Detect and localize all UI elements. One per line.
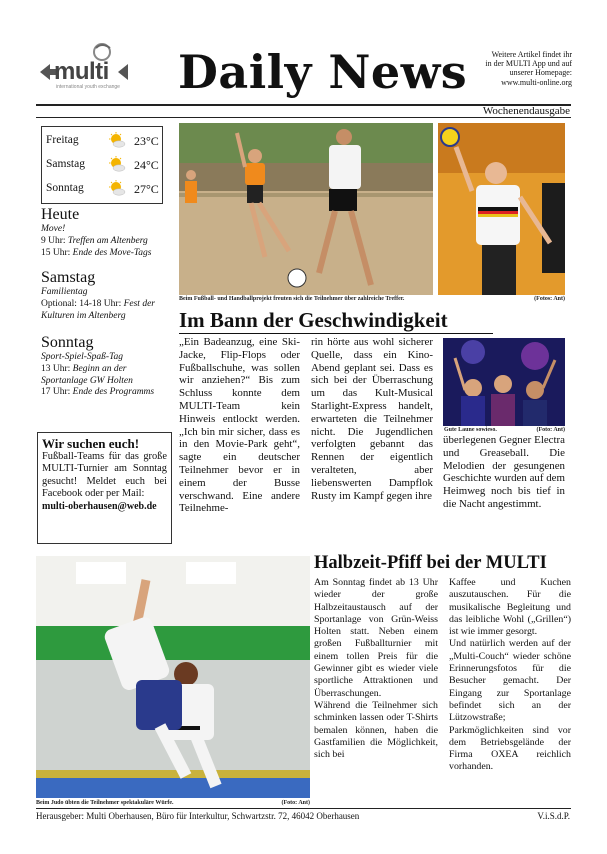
weather-box	[41, 126, 163, 204]
callout-body: Fußball-Teams für das große MULTI-Turnier am Sonntag gesucht! Meldet euch bei Facebook oder per Mail:	[42, 451, 167, 500]
article2-headline: Halbzeit-Pfiff bei der MULTI	[314, 553, 547, 573]
footer-rule	[36, 808, 571, 809]
teams-wanted-box	[37, 432, 172, 544]
callout-title: Wir suchen euch!	[42, 436, 140, 451]
photo2-credit: (Foto: Ant)	[536, 427, 565, 433]
photo3-credit: (Foto: Ant)	[281, 800, 310, 806]
schedule-day-title: Samstag	[41, 269, 96, 286]
edition-label: Wochenendausgabe	[482, 105, 570, 117]
schedule-day-title: Heute	[41, 206, 80, 223]
handball-photo-image	[438, 123, 565, 295]
schedule-sonntag: Sonntag Sport-Spiel-Spaß-Tag 13 Uhr: Beginn an der Sportanlage GW Holten 17 Uhr: Ende des Programms	[41, 333, 171, 399]
schedule-day-title: Sonntag	[41, 334, 94, 351]
weather-row: Freitag 23°C	[46, 134, 159, 148]
article1-col3: überlegenen Gegner Electra und Greaseball. Die Melodien der gesungenen Geschichte wurden auf dem Heimweg noch bis tief in die Nacht angestimmt.	[443, 434, 565, 510]
photo2-caption: Gute Laune sowieso.	[444, 427, 497, 433]
sun-cloud-icon	[108, 132, 126, 148]
logo-subtitle: international youth exchange	[56, 84, 120, 90]
sun-cloud-icon	[108, 156, 126, 172]
article1-col1: „Ein Badeanzug, eine Ski-Jacke, Flip-Flops oder Fußballschuhe, was sollen wir anziehen?“ Bis zum Schluss konnte dem MULTI-Team kein Hinweis entlockt werden. „Ich bin mir sicher, dass es in den Movie-Park geht“, sagte ein deutscher Teilnehmer bevor er in einem der Busse verschwand. Eine andere Teilnehme-	[179, 336, 300, 515]
visdp-label: V.i.S.d.P.	[537, 811, 570, 821]
photo1-caption: Beim Fußball- und Handballprojekt freuten sich die Teilnehmer über zahlreiche Treffer.	[179, 296, 405, 302]
edition-rule	[36, 117, 571, 118]
header-note: Weitere Artikel findet ihr in der MULTI App und auf unserer Homepage: www.multi-online.org	[448, 50, 572, 87]
photo1-credit: (Fotos: Ant)	[534, 296, 565, 302]
article1-headline: Im Bann der Geschwindigkeit	[179, 307, 493, 334]
article2-col2: Kaffee und Kuchen auszutauschen. Für die musikalische Begleitung und das leibliche Wohl („Grillen“) ist wie immer gesorgt. Und natürlich werden auf der „Multi-Couch“ wieder schöne Erinnerungsfotos für die Besucher gemacht. Der Eingang zur Sportanlage befindet sich an der Lützowstraße; Parkmöglichkeiten sind vor dem Betriebsgelände der Firma OXEA reichlich vorhanden.	[449, 577, 571, 773]
publisher-line: Herausgeber: Multi Oberhausen, Büro für Interkultur, Schwartzstr. 72, 46042 Oberhausen	[36, 811, 360, 821]
article2-col1: Am Sonntag findet ab 13 Uhr wieder der große Halbzeitaustausch auf der Sportanlage von Grün-Weiss Holten statt. Neben einem großen Fußballturnier mit einem tollen Preis für die Gewinner gibt es wieder viele sportliche Attraktionen und Überraschungen. Während die Teilnehmer sich schminken lassen oder T-Shirts bemalen können, haben die Gastfamilien die Möglichkeit, sich bei	[314, 577, 438, 761]
weather-row: Sonntag 27°C	[46, 182, 159, 196]
concert-photo	[443, 338, 565, 426]
contact-email[interactable]: multi-oberhausen@web.de	[42, 500, 157, 512]
handball-photo	[438, 123, 565, 295]
logo-wordmark: multi	[54, 58, 109, 85]
multi-logo	[36, 42, 132, 98]
masthead-title: Daily News	[178, 45, 468, 99]
article1-col2: rin hörte aus wohl sicherer Quelle, dass ein Kino-Abend geplant sei. Dass es sich bei der Überraschung um das Kult-Musical Starlight-Express handelt, erwarteten die Teilnehmer nicht. Die Jugendlichen verfolgten gebannt das Rennen der eigentlich veralteten, aber liebenswerten Dampflok Rusty im Kampf gegen ihre	[311, 336, 433, 502]
website-link[interactable]: www.multi-online.org	[501, 77, 572, 87]
weather-row: Samstag 24°C	[46, 158, 159, 172]
schedule-samstag: Samstag Familientag Optional: 14-18 Uhr: Fest der Kulturen im Altenberg	[41, 268, 171, 322]
photo3-caption: Beim Judo übten die Teilnehmer spektakuläre Würfe.	[36, 800, 174, 806]
sun-cloud-icon	[108, 180, 126, 196]
judo-photo	[36, 556, 310, 798]
schedule-heute: Heute Move! 9 Uhr: Treffen am Altenberg 15 Uhr: Ende des Move-Tags	[41, 205, 171, 259]
football-photo-image	[179, 123, 433, 295]
football-photo	[179, 123, 433, 295]
judo-photo-image	[36, 556, 310, 798]
concert-photo-image	[443, 338, 565, 426]
